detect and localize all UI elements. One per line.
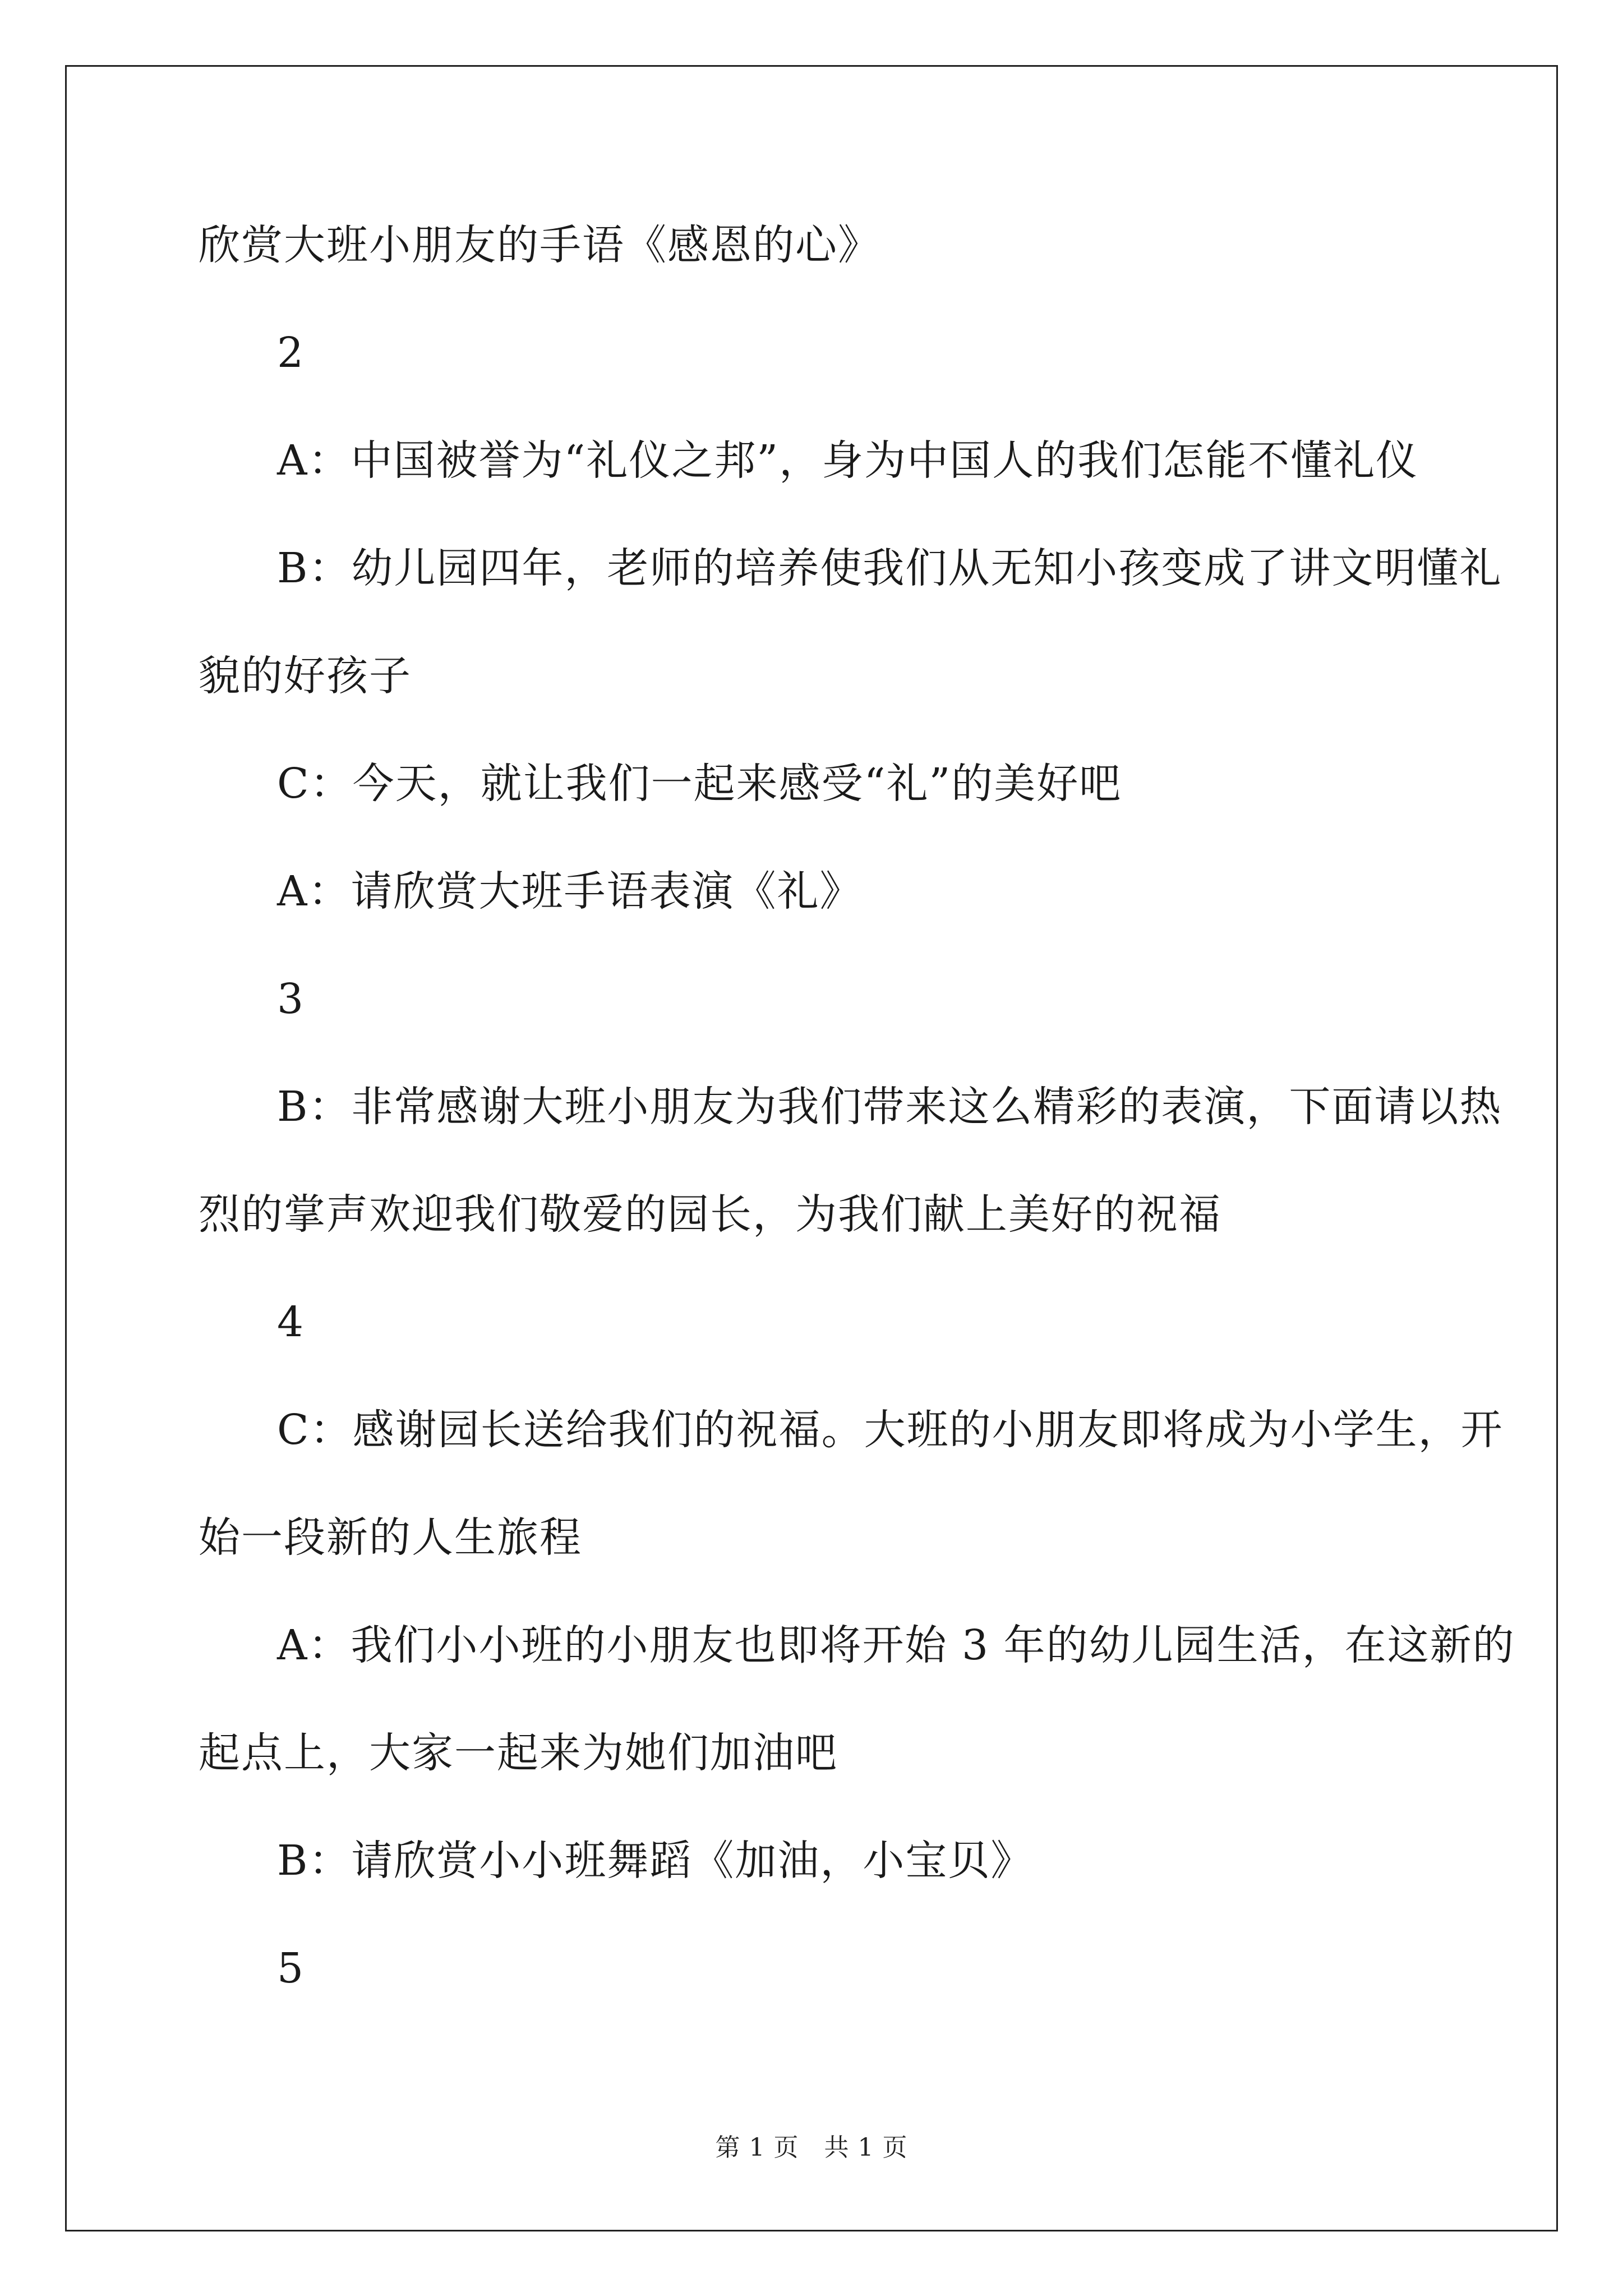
text-line: C：今天，就让我们一起来感受“礼”的美好吧 xyxy=(277,760,1122,808)
section-number: 4 xyxy=(277,1298,305,1346)
text-line: B：幼儿园四年，老师的培养使我们从无知小孩变成了讲文明懂礼 xyxy=(277,544,1502,592)
text-line: A：中国被誉为“礼仪之邦”，身为中国人的我们怎能不懂礼仪 xyxy=(277,436,1419,485)
text-line: 貌的好孩子 xyxy=(199,652,412,700)
text-line: 欣赏大班小朋友的手语《感恩的心》 xyxy=(199,221,880,269)
text-line: B：非常感谢大班小朋友为我们带来这么精彩的表演，下面请以热 xyxy=(277,1083,1502,1131)
text-line: A：请欣赏大班手语表演《礼》 xyxy=(277,867,863,915)
text-line: 烈的掌声欢迎我们敬爱的园长，为我们献上美好的祝福 xyxy=(199,1190,1221,1239)
section-number: 2 xyxy=(277,329,305,377)
text-line: 起点上，大家一起来为她们加油吧 xyxy=(199,1729,838,1777)
page-footer: 第 1 页 共 1 页 xyxy=(715,2133,908,2162)
text-line: 始一段新的人生旅程 xyxy=(199,1513,582,1562)
section-number: 3 xyxy=(277,975,305,1023)
text-line: C：感谢园长送给我们的祝福。大班的小朋友即将成为小学生，开 xyxy=(277,1406,1504,1454)
section-number: 5 xyxy=(277,1944,305,1993)
text-line: A：我们小小班的小朋友也即将开始 3 年的幼儿园生活，在这新的 xyxy=(277,1621,1515,1669)
text-line: B：请欣赏小小班舞蹈《加油，小宝贝》 xyxy=(277,1837,1034,1885)
page-border xyxy=(65,65,1558,2231)
